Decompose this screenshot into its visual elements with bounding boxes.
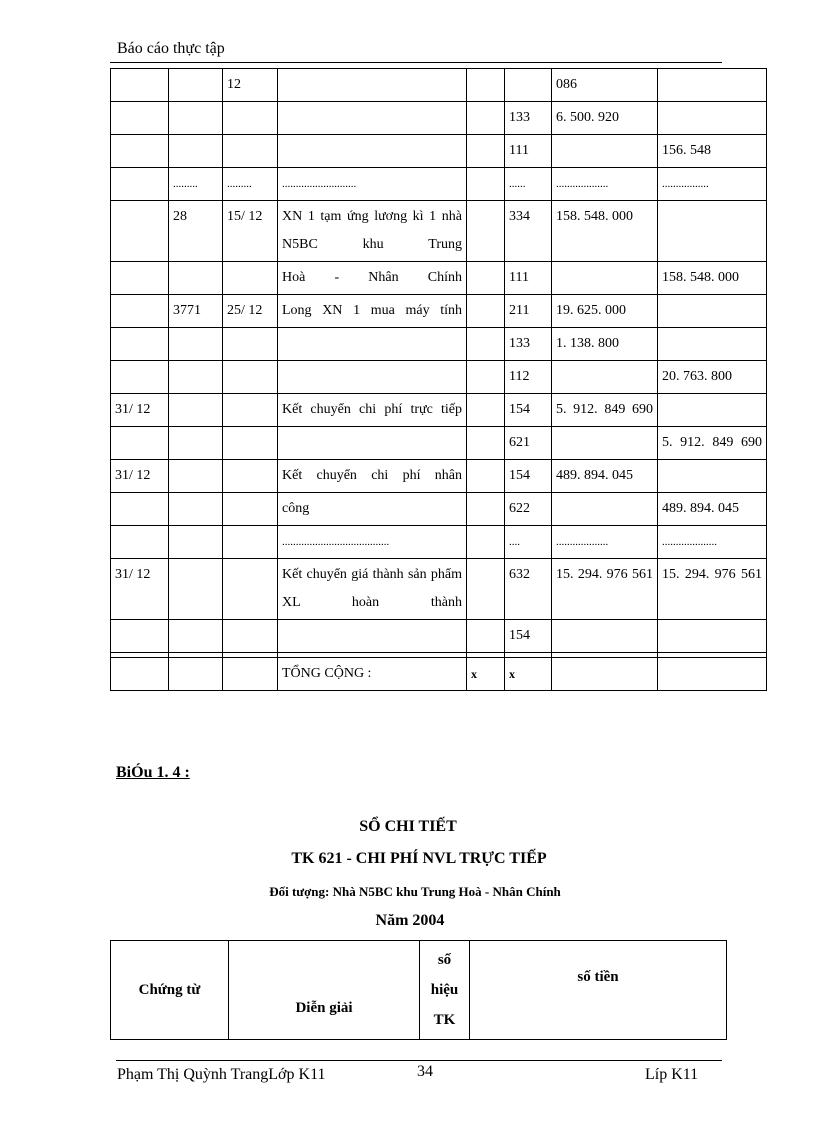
- table-cell: 3771: [169, 295, 223, 328]
- ledger-body: [111, 69, 767, 691]
- col-amount: số tiền: [470, 941, 727, 1040]
- table-cell: [552, 427, 658, 460]
- table-cell: [278, 102, 467, 135]
- table-cell: [223, 394, 278, 427]
- table-cell: [658, 394, 767, 427]
- table-cell: Kết chuyển giá thành sản phẩm XL hoàn thành: [278, 559, 467, 620]
- table-cell: [169, 526, 223, 559]
- table-cell: [467, 559, 505, 620]
- table-cell: [467, 168, 505, 201]
- table-cell: 25/ 12: [223, 295, 278, 328]
- table-cell: [169, 69, 223, 102]
- table-cell: 632: [505, 559, 552, 620]
- table-cell: .......................................: [278, 526, 467, 559]
- table-cell: 158. 548. 000: [658, 262, 767, 295]
- table-cell: 133: [505, 328, 552, 361]
- table-cell: 20. 763. 800: [658, 361, 767, 394]
- table-cell: [223, 460, 278, 493]
- table-cell: .................: [658, 168, 767, 201]
- table-cell: [111, 427, 169, 460]
- table-cell: ...................: [552, 168, 658, 201]
- table-cell: [552, 493, 658, 526]
- table-cell: [169, 361, 223, 394]
- table-cell: [467, 493, 505, 526]
- table-cell: 621: [505, 427, 552, 460]
- table-cell: 31/ 12: [111, 394, 169, 427]
- table-cell: 5. 912. 849 690: [552, 394, 658, 427]
- table-cell: 28: [169, 201, 223, 262]
- table-row: [111, 135, 767, 168]
- table-cell: [467, 102, 505, 135]
- table-cell: [467, 427, 505, 460]
- table-cell: [552, 135, 658, 168]
- ledger-title: SỔ CHI TIẾT: [359, 818, 457, 835]
- table-cell: 489. 894. 045: [658, 493, 767, 526]
- header-rule: [110, 62, 722, 63]
- table-cell: [552, 361, 658, 394]
- table-cell: [111, 295, 169, 328]
- table-cell: [505, 69, 552, 102]
- table-cell: [278, 427, 467, 460]
- table-cell: [111, 361, 169, 394]
- table-cell: [223, 559, 278, 620]
- table-cell: [111, 201, 169, 262]
- exhibit-label: BiÓu 1. 4 :: [116, 764, 190, 781]
- table-cell: [111, 135, 169, 168]
- table-cell: 133: [505, 102, 552, 135]
- table-cell: [169, 493, 223, 526]
- table-cell: [467, 526, 505, 559]
- table-cell: [169, 394, 223, 427]
- table-cell: [278, 361, 467, 394]
- table-cell: ......: [505, 168, 552, 201]
- table-cell: [278, 69, 467, 102]
- table-cell: 31/ 12: [111, 460, 169, 493]
- table-cell: [278, 328, 467, 361]
- table-cell: ...........................: [278, 168, 467, 201]
- table-cell: 1. 138. 800: [552, 328, 658, 361]
- col-voucher: Chứng từ: [111, 941, 229, 1040]
- table-cell: 154: [505, 620, 552, 653]
- table-cell: [111, 69, 169, 102]
- table-cell: [552, 620, 658, 653]
- table-cell: [223, 658, 278, 691]
- table-row: [111, 201, 767, 262]
- table-row: [111, 102, 767, 135]
- footer-rule: [116, 1060, 722, 1061]
- table-row: [111, 262, 767, 295]
- table-cell: [658, 460, 767, 493]
- table-cell: 5. 912. 849 690: [658, 427, 767, 460]
- table-cell: [658, 201, 767, 262]
- footer-page-number: 34: [417, 1063, 433, 1080]
- table-cell: [552, 658, 658, 691]
- table-cell: [223, 427, 278, 460]
- table-cell: [658, 102, 767, 135]
- table-cell: [223, 526, 278, 559]
- table-cell: [169, 559, 223, 620]
- table-cell: [223, 620, 278, 653]
- table-row: [111, 295, 767, 328]
- table-cell: công: [278, 493, 467, 526]
- table-row: [111, 168, 767, 201]
- table-cell: 19. 625. 000: [552, 295, 658, 328]
- table-cell: Kết chuyển chi phí nhân: [278, 460, 467, 493]
- ledger-object: Đối tượng: Nhà N5BC khu Trung Hoà - Nhân Chính: [269, 884, 561, 899]
- ledger-table: [110, 68, 767, 691]
- table-cell: 156. 548: [658, 135, 767, 168]
- table-cell: [658, 69, 767, 102]
- table-cell: [169, 620, 223, 653]
- table-cell: 6. 500. 920: [552, 102, 658, 135]
- detail-table: [110, 940, 727, 1040]
- table-cell: [467, 328, 505, 361]
- col-account: số hiệu TK: [420, 941, 470, 1040]
- table-cell: x: [467, 658, 505, 691]
- table-cell: 12: [223, 69, 278, 102]
- table-cell: [467, 394, 505, 427]
- table-cell: 154: [505, 460, 552, 493]
- table-cell: [169, 427, 223, 460]
- table-cell: [111, 168, 169, 201]
- table-cell: [658, 658, 767, 691]
- table-cell: [169, 135, 223, 168]
- table-cell: 15. 294. 976 561: [658, 559, 767, 620]
- table-cell: [111, 658, 169, 691]
- table-cell: [169, 460, 223, 493]
- table-row: [111, 427, 767, 460]
- table-cell: 154: [505, 394, 552, 427]
- footer-author: Phạm Thị Quỳnh TrangLớp K11: [117, 1066, 326, 1083]
- table-cell: [169, 658, 223, 691]
- table-cell: .........: [169, 168, 223, 201]
- table-cell: [278, 135, 467, 168]
- table-cell: 086: [552, 69, 658, 102]
- col-description: Diễn giải: [229, 941, 420, 1040]
- table-cell: [467, 620, 505, 653]
- ledger-year: Năm 2004: [375, 912, 445, 929]
- table-cell: 334: [505, 201, 552, 262]
- table-cell: 158. 548. 000: [552, 201, 658, 262]
- table-cell: [278, 620, 467, 653]
- table-row: [111, 361, 767, 394]
- table-cell: 112: [505, 361, 552, 394]
- table-cell: ....................: [658, 526, 767, 559]
- table-cell: [223, 361, 278, 394]
- table-cell: [467, 460, 505, 493]
- table-cell: 211: [505, 295, 552, 328]
- table-cell: [169, 102, 223, 135]
- table-cell: 622: [505, 493, 552, 526]
- table-cell: Long XN 1 mua máy tính: [278, 295, 467, 328]
- table-cell: [111, 526, 169, 559]
- table-cell: [467, 295, 505, 328]
- table-cell: TỔNG CỘNG :: [278, 658, 467, 691]
- table-row: [111, 328, 767, 361]
- table-cell: [467, 135, 505, 168]
- table-cell: [111, 328, 169, 361]
- table-cell: XN 1 tạm ứng lương kì 1 nhà N5BC khu Trung: [278, 201, 467, 262]
- table-cell: [223, 135, 278, 168]
- table-row: [111, 559, 767, 620]
- table-cell: [111, 102, 169, 135]
- table-cell: [223, 328, 278, 361]
- table-cell: [111, 493, 169, 526]
- table-row: [111, 658, 767, 691]
- table-cell: [169, 328, 223, 361]
- table-cell: [467, 262, 505, 295]
- table-row: [111, 460, 767, 493]
- table-row: [111, 526, 767, 559]
- table-row: [111, 620, 767, 653]
- table-cell: [467, 361, 505, 394]
- table-cell: Kết chuyển chi phí trực tiếp: [278, 394, 467, 427]
- table-cell: .........: [223, 168, 278, 201]
- footer-class: Líp K11: [645, 1066, 699, 1083]
- table-cell: Hoà - Nhân Chính: [278, 262, 467, 295]
- table-cell: [169, 262, 223, 295]
- table-cell: [552, 262, 658, 295]
- table-cell: x: [505, 658, 552, 691]
- table-cell: 15/ 12: [223, 201, 278, 262]
- table-cell: 31/ 12: [111, 559, 169, 620]
- table-cell: [658, 328, 767, 361]
- table-cell: 489. 894. 045: [552, 460, 658, 493]
- table-cell: [658, 620, 767, 653]
- table-cell: [223, 262, 278, 295]
- header-title: Báo cáo thực tập: [117, 40, 225, 57]
- table-cell: 15. 294. 976 561: [552, 559, 658, 620]
- table-cell: [111, 620, 169, 653]
- table-cell: [658, 295, 767, 328]
- table-cell: [467, 201, 505, 262]
- table-row: [111, 493, 767, 526]
- table-cell: 111: [505, 135, 552, 168]
- table-cell: 111: [505, 262, 552, 295]
- table-row: [111, 69, 767, 102]
- ledger-subtitle: TK 621 - CHI PHÍ NVL TRỰC TIẾP: [291, 850, 547, 867]
- table-cell: ...................: [552, 526, 658, 559]
- table-cell: [223, 493, 278, 526]
- table-cell: ....: [505, 526, 552, 559]
- table-cell: [111, 262, 169, 295]
- table-row: [111, 394, 767, 427]
- table-cell: [467, 69, 505, 102]
- table-cell: [223, 102, 278, 135]
